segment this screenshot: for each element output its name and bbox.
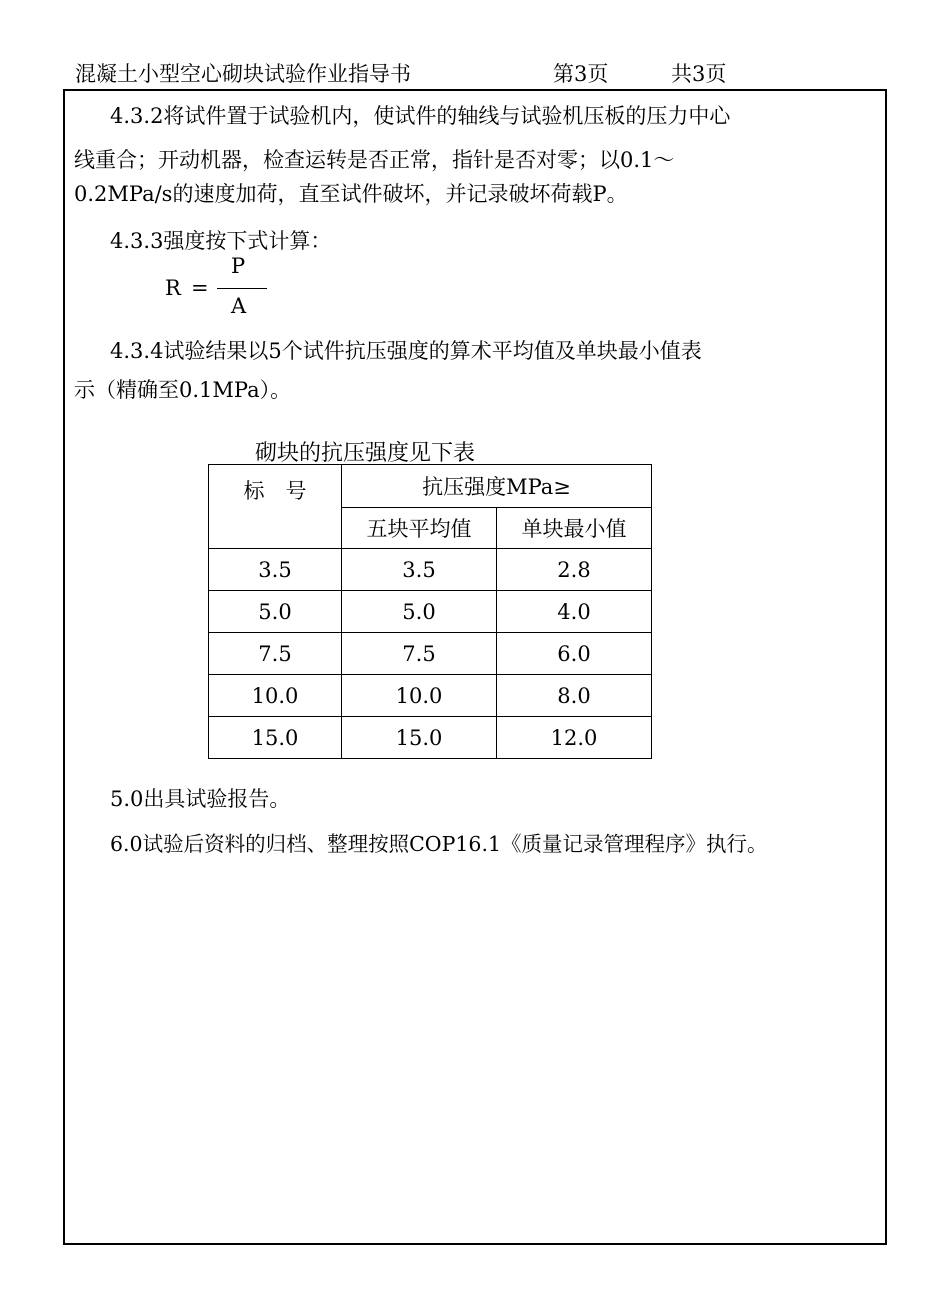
- paragraph-6-0: 6.0试验后资料的归档、整理按照COP16.1《质量记录管理程序》执行。: [110, 832, 768, 856]
- cell-avg: 5.0: [342, 591, 497, 633]
- fraction-bar: [217, 288, 267, 289]
- paragraph-4-3-3: 4.3.3强度按下式计算：: [110, 229, 332, 253]
- formula-numerator: P: [231, 254, 246, 278]
- table-row: [209, 591, 652, 633]
- formula-denominator: A: [231, 294, 247, 318]
- cell-avg: 10.0: [342, 675, 497, 717]
- paragraph-4-3-2-line2: 线重合；开动机器，检查运转是否正常，指针是否对零；以0.1～: [74, 148, 675, 172]
- table-caption: 砌块的抗压强度见下表: [255, 441, 476, 466]
- document-title: 混凝土小型空心砌块试验作业指导书: [75, 62, 411, 86]
- cell-grade: 5.0: [209, 591, 342, 633]
- cell-grade: 15.0: [209, 717, 342, 759]
- strength-table: [208, 464, 652, 759]
- cell-min: 8.0: [497, 675, 652, 717]
- cell-min: 6.0: [497, 633, 652, 675]
- paragraph-4-3-4-line1: 4.3.4试验结果以5个试件抗压强度的算术平均值及单块最小值表: [110, 339, 702, 363]
- paragraph-4-3-4-line2: 示（精确至0.1MPa）。: [74, 378, 292, 402]
- cell-min: 12.0: [497, 717, 652, 759]
- header-strength-group: 抗压强度MPa≥: [342, 465, 652, 508]
- table-header-row: [209, 465, 652, 508]
- cell-avg: 15.0: [342, 717, 497, 759]
- cell-grade: 10.0: [209, 675, 342, 717]
- cell-min: 4.0: [497, 591, 652, 633]
- table-row: [209, 717, 652, 759]
- paragraph-5-0: 5.0出具试验报告。: [110, 787, 291, 811]
- cell-avg: 3.5: [342, 549, 497, 591]
- cell-avg: 7.5: [342, 633, 497, 675]
- formula-lhs: R: [165, 276, 181, 300]
- page-header: [75, 58, 895, 90]
- cell-grade: 7.5: [209, 633, 342, 675]
- table-row: [209, 675, 652, 717]
- paragraph-4-3-2-line1: 4.3.2将试件置于试验机内，使试件的轴线与试验机压板的压力中心: [110, 104, 731, 128]
- formula-equals: =: [191, 276, 209, 300]
- cell-grade: 3.5: [209, 549, 342, 591]
- page-number: 第3页: [553, 62, 609, 86]
- paragraph-4-3-2-line3: 0.2MPa/s的速度加荷，直至试件破坏，并记录破坏荷载P。: [74, 182, 628, 206]
- table-row: [209, 633, 652, 675]
- page-total: 共3页: [671, 62, 727, 86]
- header-min: 单块最小值: [497, 508, 652, 549]
- strength-formula: [165, 252, 275, 322]
- table-row: [209, 549, 652, 591]
- header-grade: 标 号: [209, 465, 342, 549]
- cell-min: 2.8: [497, 549, 652, 591]
- header-avg: 五块平均值: [342, 508, 497, 549]
